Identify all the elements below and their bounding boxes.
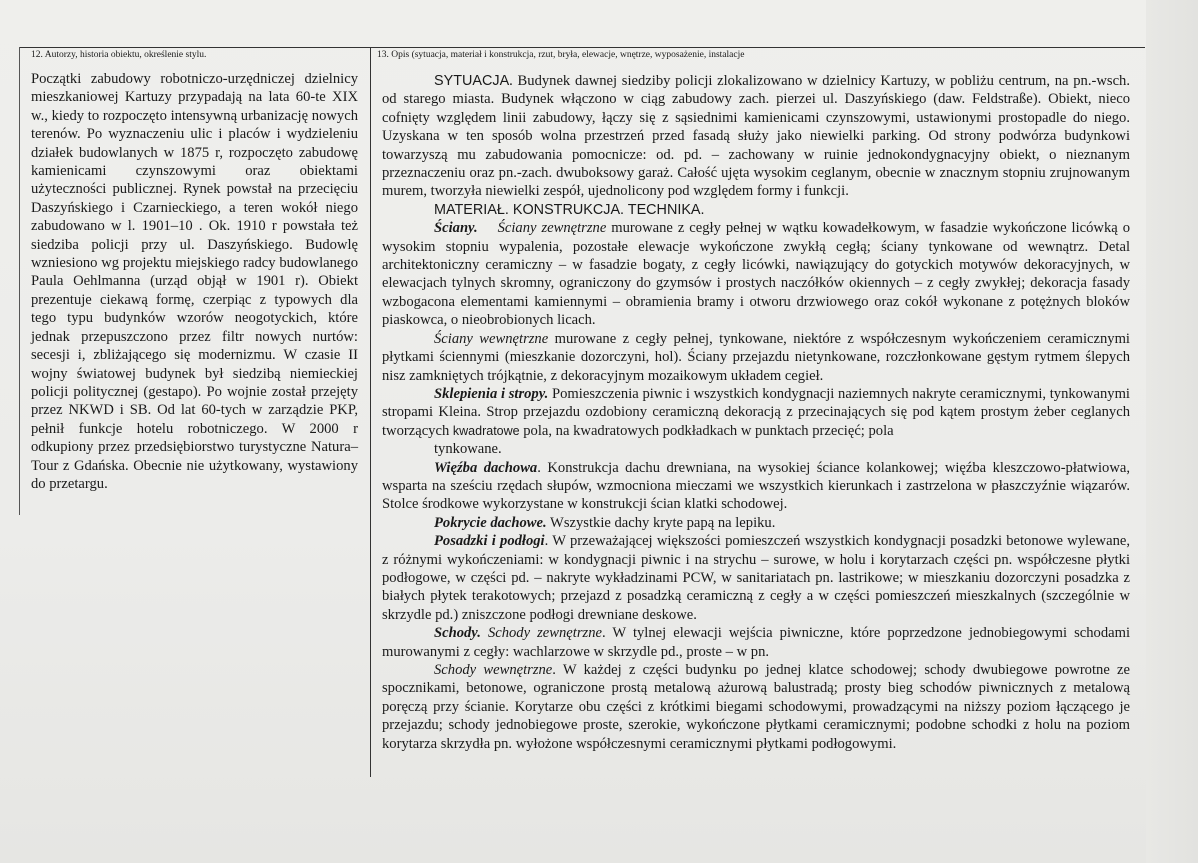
sciany-wew-text: murowane z cegły pełnej, tynkowane, niektóre z współczesnym wykończeniem ceramicznymi płytkami ściennymi (mieszkanie dozorczyni, hol). Ściany przejazdu nietynkowane, rozczłonkowane gęstym rytmem ślepych nisz zamkniętych trójkątnie, z dekoracyjnym mozaikowym układem cegieł. bbox=[382, 330, 1130, 384]
sklepienia-label: Sklepienia i stropy. bbox=[434, 385, 549, 402]
sytuacja-paragraph bbox=[382, 72, 1130, 201]
schody-wew-text: . W każdej z części budynku po jednej klatce schodowej; schody dwubiegowe powrotne ze spocznikami, betonowe, ograniczone prostą metalową ażurową balustradą; prosty bieg schodów piwnicznych z metalową poręczą przy ścianie. Korytarze obu części z krótkimi biegami schodowymi, prowadzącymi na niższy poziom łączącego je przejazdu; schody jednobiegowe proste, szerokie, wykończone płytkami ceramicznymi; podobne schodki z holu na poziom korytarza skrzydła pn. wyłożone współczesnymi ceramicznymi płytkami podłogowymi. bbox=[382, 662, 1130, 752]
section-13-header: 13. Opis (sytuacja, materiał i konstrukcja, rzut, bryła, elewacje, wnętrze, wyposażenie, instalacje bbox=[377, 50, 745, 60]
schody-zew-paragraph bbox=[382, 624, 1130, 661]
sciany-zew-label: Ściany zewnętrzne bbox=[497, 220, 607, 237]
sklepienia-continued: tynkowane. bbox=[434, 441, 502, 458]
sklepienia-kwadratowe: kwadratowe bbox=[452, 423, 520, 438]
posadzki-label: Posadzki i podłogi bbox=[434, 533, 545, 550]
schody-zew-label: Schody zewnętrzne bbox=[487, 625, 602, 642]
history-paragraph: Początki zabudowy robotniczo-urzędniczej dzielnicy mieszkaniowej Kartuzy przypadają na lata 60-te XIX w., kiedy to rozpoczęto intensywną urbanizację nowych terenów. Po wyznaczeniu ulic i placów i wydzieleniu działek budowlanych w 1875 r, rozpoczęto zabudowę kamienicami czynszowymi oraz obiektami użyteczności publicznej. Rynek powstał na przecięciu Daszyńskiego i Czarnieckiego, a teren wokół niego zabudowano w l. 1901–10 . Ok. 1910 r powstała też siedziba policji przy ul. Daszyńskiego. Budowlę wzniesiono wg projektu miejskiego radcy budowlanego Paula Oehlmanna (urząd objął w 1901 r). Obiekt prezentuje ciekawą formę, czerpiąc z typowych dla tego typu budynków wzorów neogotyckich, które jednak przepuszczono przez filtr nowych nurtów: secesji i, zbliżającego się modernizmu. W czasie II wojny światowej budynek był siedzibą niemieckiej policji politycznej (gestapo). Po wojnie został przejęty przez NKWD i SB. Od lat 60-tych w zarządzie PKP, pełnił funkcje hotelu robotniczego. W 2000 r odkupiony przez przedsiębiorstwo turystyczne Natura–Tour z Gdańska. Obecnie nie użytkowany, wystawiony do przetargu. bbox=[31, 71, 358, 492]
sytuacja-text: . Budynek dawnej siedziby policji zlokalizowano w dzielnicy Kartuzy, w pobliżu centrum, na pn.-wsch. od starego miasta. Budynek włączono w ciąg zabudowy zach. pierzei ul. Daszyńskiego (daw. Feldstraße). Obiekt, nieco cofnięty względem linii zabudowy, łączy się z sąsiednimi kamienicami czynszowymi, ustawionymi prostopadle do niego. Uzyskana w ten sposób wolna przestrzeń przed fasadą służy jako niewielki parking. Od strony podwórza budynkowi towarzyszą mu zabudowania pomocnicze: od. pd. – zachowany w ruinie jednokondygnacyjny obiekt, o nieznanym przeznaczeniu oraz pn.-zach. dwuboksowy garaż. Całość ujęta wysokim ceglanym, obecnie w znacznym stopniu zrujnowanym murem, tworzyła niewielki zespół, ujednolicony pod względem formy i funkcji. bbox=[382, 73, 1130, 200]
wiezba-paragraph bbox=[382, 459, 1130, 514]
sklepienia-paragraph bbox=[382, 385, 1130, 440]
posadzki-text: . W przeważającej większości pomieszczeń wszystkich kondygnacji posadzki betonowe wylewane, z różnymi wykończeniami: w kondygnacji piwnic i na strychu – surowe, w holu i korytarzach części pn. współczesne płytki podłogowe, w części pd. – nakryte wykładzinami PCW, w sanitariatach pn. lastrikowe; w mieszkaniu dozorczyni posadzka z białych płytek terakotowych; przejazd z posadzką ceramiczną z cegły a w części pomieszczeń mieszkalnych (szczególnie w skrzydle pd.) zniszczone podłogi drewniane deskowe. bbox=[382, 533, 1130, 623]
sciany-wew-label: Ściany wewnętrzne bbox=[434, 330, 549, 347]
pokrycie-paragraph bbox=[382, 514, 1130, 532]
posadzki-paragraph bbox=[382, 532, 1130, 624]
table-left-border bbox=[19, 47, 20, 515]
wiezba-text: . Konstrukcja dachu drewniana, na wysokiej ściance kolankowej; więźba kleszczowo-płatwiowa, wsparta na sześciu rzędach słupów, wzmocniona mieczami we wszystkich kierunkach i zastrzelona w płaszczyźnie wiązarów. Stolce środkowe wykorzystane w konstrukcji ścian klatki schodowej. bbox=[382, 459, 1130, 513]
page-edge bbox=[1146, 0, 1198, 863]
schody-label: Schody. bbox=[434, 625, 481, 642]
description-text-column bbox=[382, 72, 1130, 753]
table-top-border bbox=[19, 47, 1145, 48]
history-text-column bbox=[31, 70, 358, 493]
section-12-header: 12. Autorzy, historia obiektu, określenie stylu. bbox=[31, 50, 207, 60]
pokrycie-text: Wszystkie dachy kryte papą na lepiku. bbox=[546, 514, 776, 531]
column-divider bbox=[370, 47, 371, 777]
pokrycie-label: Pokrycie dachowe. bbox=[434, 514, 547, 531]
sklepienia-text-b: pola, na kwadratowych podkładkach w punktach przecięć; pola bbox=[519, 422, 894, 439]
sciany-zew-text: murowane z cegły pełnej w wątku kowadełkowym, w fasadzie wykończone licówką o wysokim stopniu wypalenia, pozostałe elewacje wykończone zwykłą cegłą; ściany tynkowane od wewnątrz. Detal architektoniczny ceramiczny – w fasadzie bogaty, z cegły licówki, nawiązujący do gotyckich motywów dekoracyjnych, w elewacjach tylnych skromny, ograniczony do gzymsów i prostych naczółków okiennych – z cegły zwykłej; dekoracja fasady wzbogacona elementami kamiennymi – obramienia bramy i otworu drzwiowego oraz cokół wykonane z potężnych bloków piaskowca, o nieobrobionych licach. bbox=[382, 220, 1130, 329]
wiezba-label: Więźba dachowa bbox=[434, 459, 538, 476]
sciany-wew-paragraph bbox=[382, 330, 1130, 385]
sciany-label: Ściany. bbox=[434, 220, 478, 237]
sklepienia-text-a: Pomieszczenia piwnic i wszystkich kondygnacji naziemnych nakryte ceramicznymi, tynkowanymi stropami Kleina. Strop przejazdu ozdobiony ceramiczną dekoracją z przecinających się pod kątem prostym żeber ceglanych tworzących bbox=[382, 385, 1130, 439]
sytuacja-label: SYTUACJA bbox=[434, 73, 510, 89]
sciany-zew-paragraph bbox=[382, 219, 1130, 329]
schody-wew-label: Schody wewnętrzne bbox=[434, 662, 553, 678]
schody-zew-text: . W tylnej elewacji wejścia piwniczne, które poprzedzone jednobiegowymi schodami murowanymi z cegły: wachlarzowe w skrzydle pd., proste – w pn. bbox=[382, 625, 1130, 660]
material-heading: MATERIAŁ. KONSTRUKCJA. TECHNIKA. bbox=[434, 201, 705, 218]
schody-wew-paragraph bbox=[382, 661, 1130, 753]
